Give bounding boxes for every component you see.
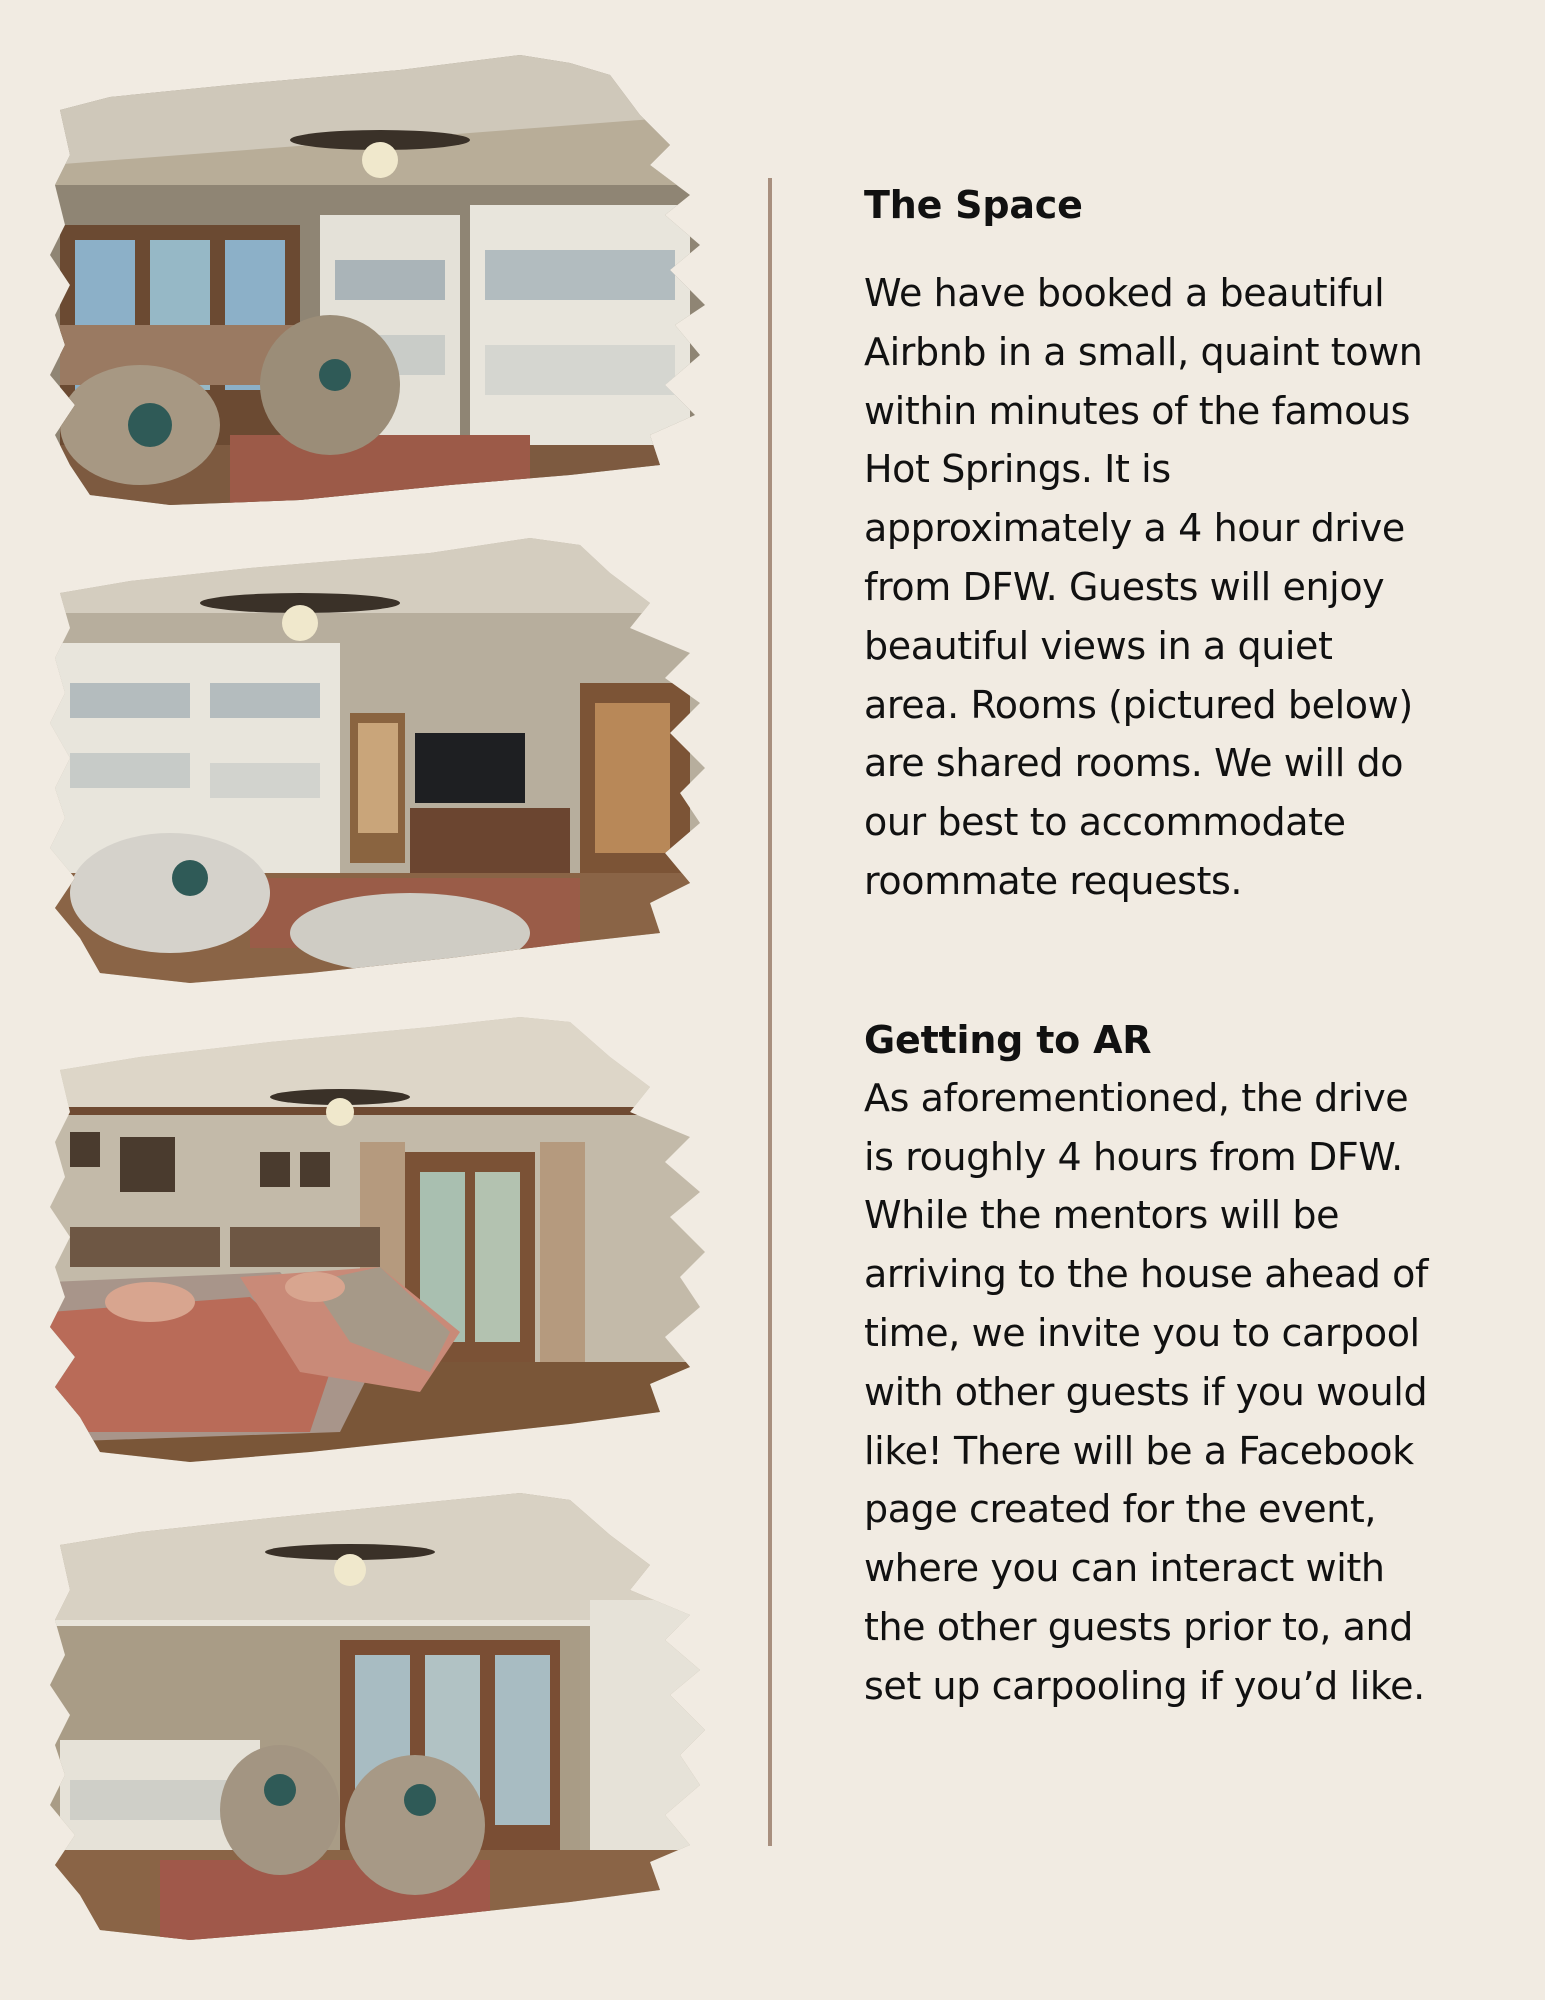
getting-to-ar-paragraph (864, 1069, 1464, 1716)
text-line: our best to accommodate (864, 800, 1346, 845)
sitting-room-photo (50, 1490, 705, 1940)
tv-room-photo-image (50, 533, 705, 983)
text-line: the other guests prior to, and (864, 1604, 1413, 1649)
text-line: roommate requests. (864, 858, 1243, 903)
text-line: arriving to the house ahead of (864, 1252, 1428, 1297)
queen-bedroom-photo-image (50, 1012, 705, 1462)
text-line: We have booked a beautiful (864, 271, 1385, 315)
text-line: approximately a 4 hour drive (864, 506, 1405, 551)
text-line: As aforementioned, the drive (864, 1075, 1409, 1120)
text-line: set up carpooling if you’d like. (864, 1663, 1425, 1708)
queen-bedroom-photo (50, 1012, 705, 1462)
text-line: Airbnb in a small, quaint town (864, 329, 1423, 374)
text-line: like! There will be a Facebook (864, 1428, 1414, 1473)
text-line: time, we invite you to carpool (864, 1310, 1420, 1355)
the-space-heading: The Space (864, 183, 1083, 227)
text-line: area. Rooms (pictured below) (864, 682, 1413, 727)
text-line: from DFW. Guests will enjoy (864, 564, 1385, 609)
text-line: Hot Springs. It is (864, 447, 1171, 492)
text-line: page created for the event, (864, 1487, 1377, 1532)
text-line: where you can interact with (864, 1546, 1385, 1591)
getting-to-ar-heading: Getting to AR (864, 1017, 1152, 1062)
text-line: beautiful views in a quiet (864, 623, 1333, 668)
text-line: are shared rooms. We will do (864, 741, 1404, 786)
bunk-room-photo (50, 55, 705, 505)
text-line: with other guests if you would (864, 1369, 1428, 1414)
text-line: While the mentors will be (864, 1193, 1340, 1238)
tv-room-photo (50, 533, 705, 983)
vertical-divider (768, 178, 772, 1846)
the-space-paragraph (864, 264, 1464, 911)
text-column (864, 176, 1464, 1716)
sitting-room-photo-image (50, 1490, 705, 1940)
bunk-room-photo-image (50, 55, 705, 505)
text-line: within minutes of the famous (864, 388, 1410, 433)
text-line: is roughly 4 hours from DFW. (864, 1134, 1403, 1179)
